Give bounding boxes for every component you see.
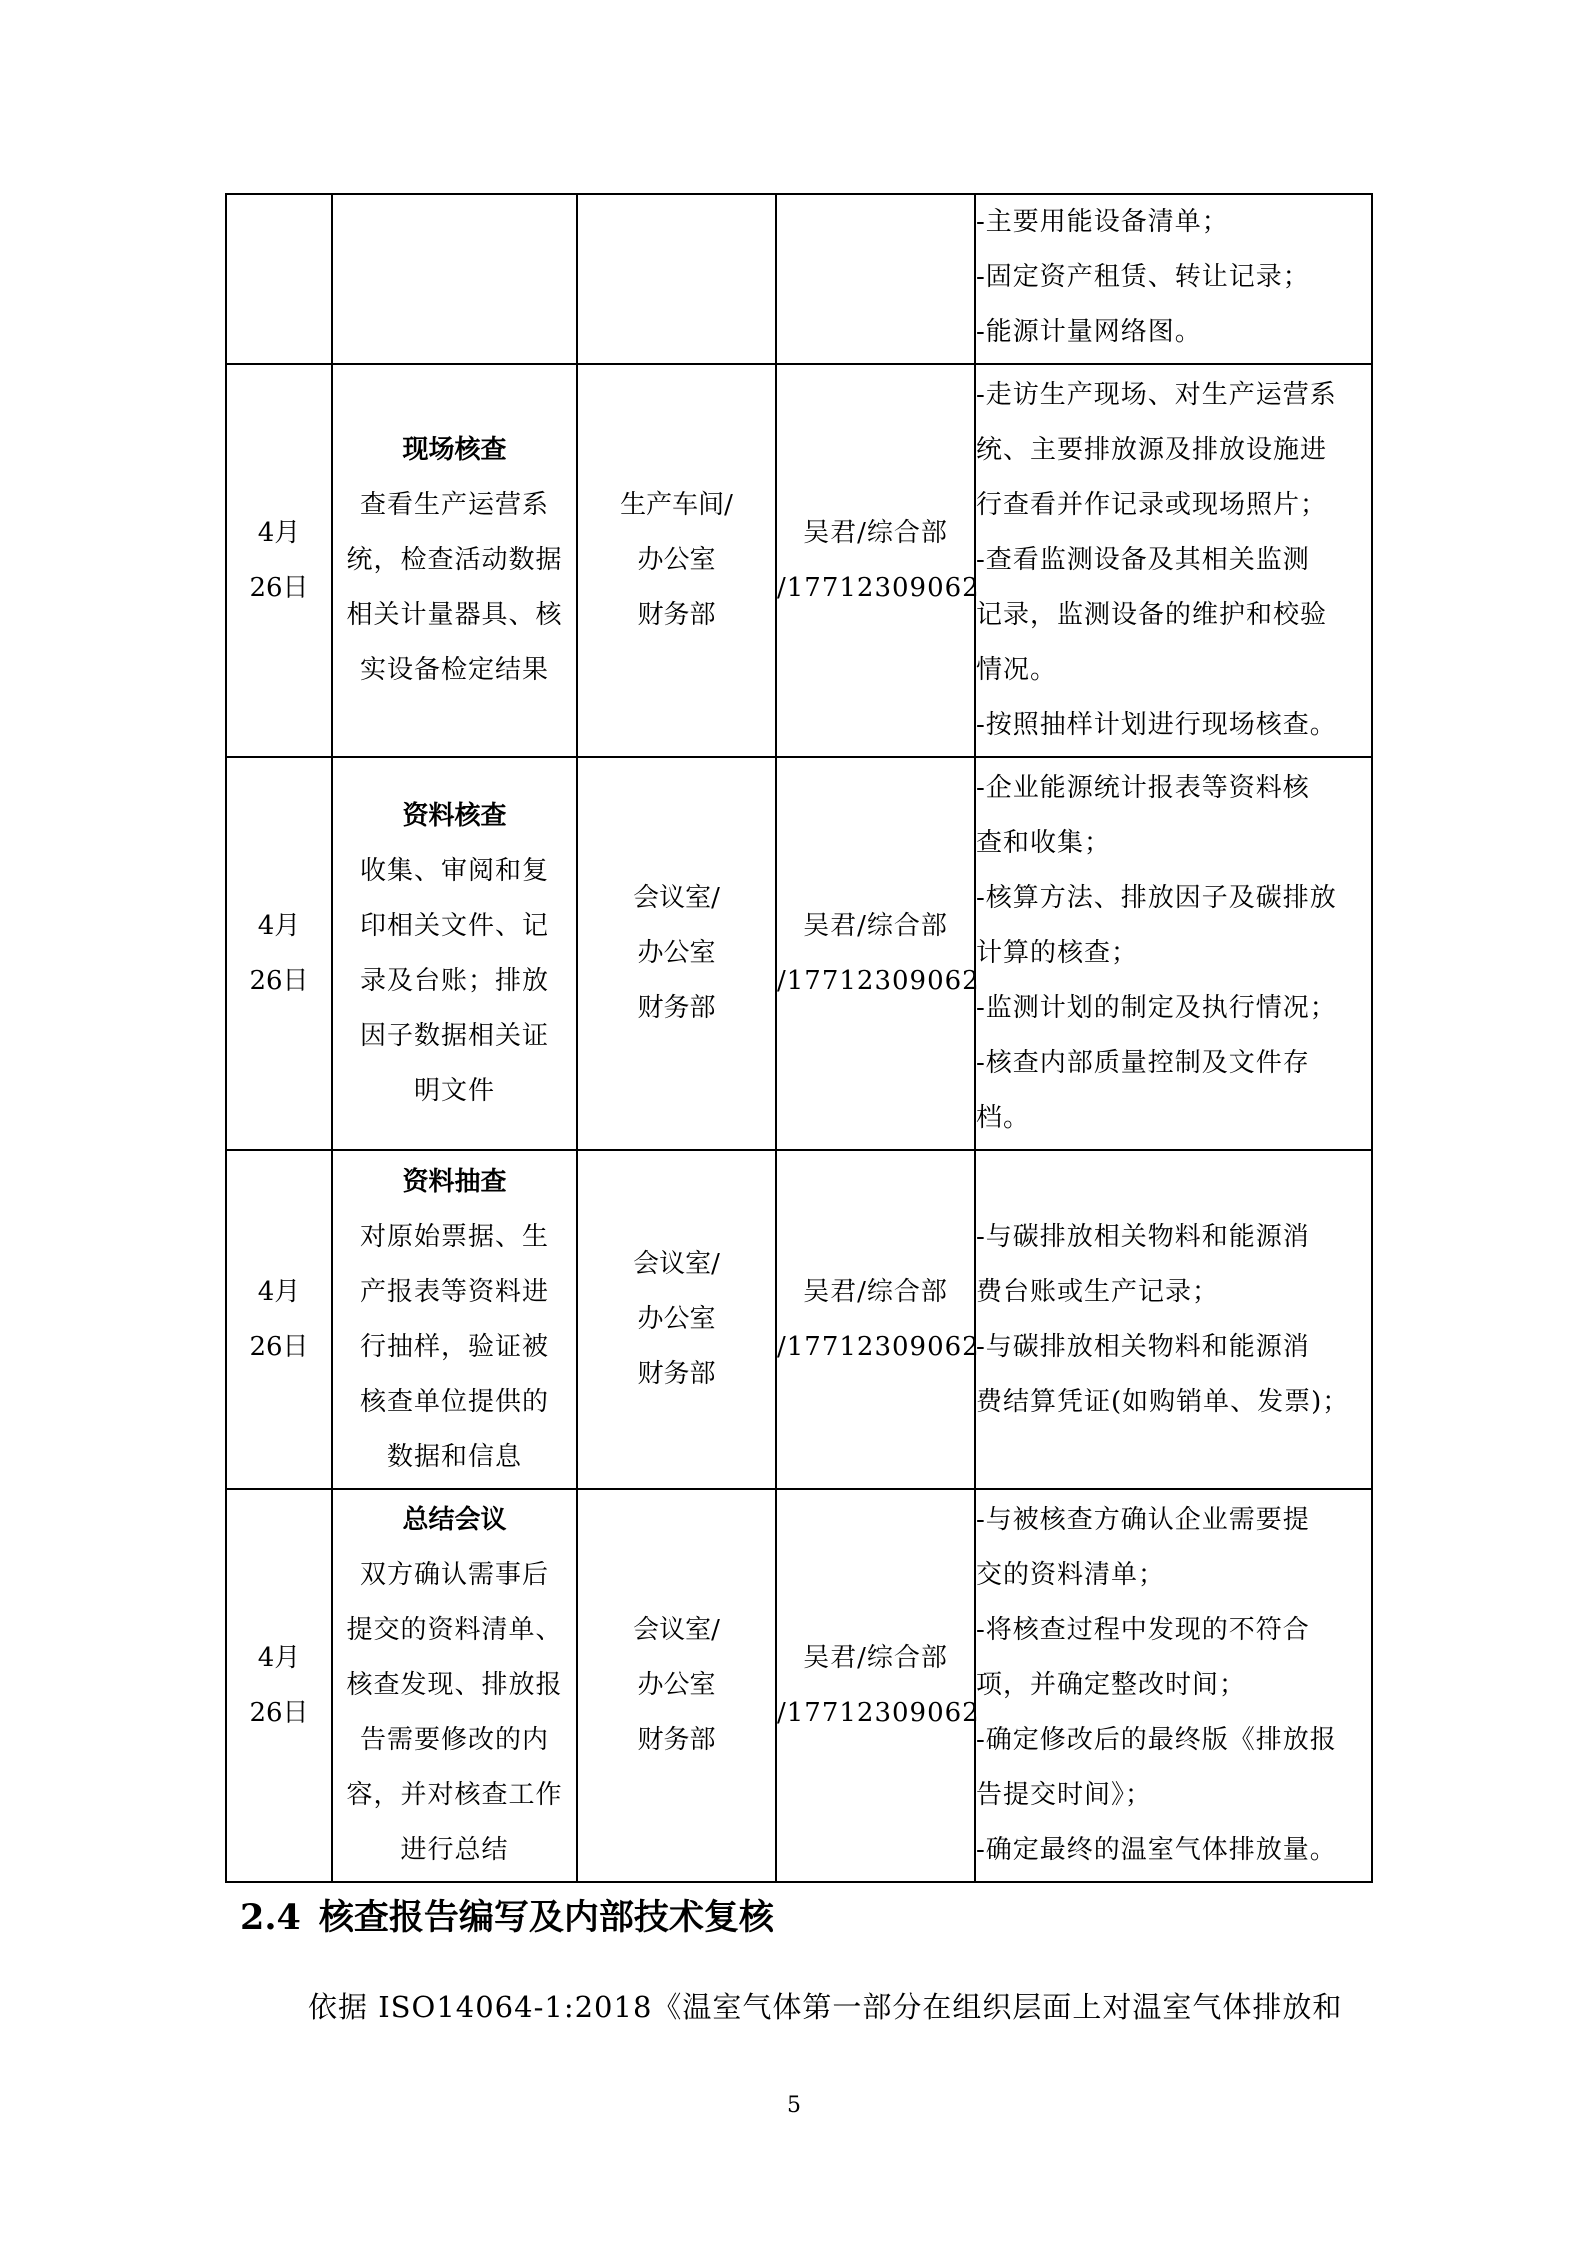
- contact-cell: [776, 194, 975, 364]
- task-title: 资料抽查: [402, 1166, 507, 1197]
- date-cell-line: 4月: [257, 910, 301, 941]
- date-cell: [226, 364, 332, 757]
- content-cell-line: -按照抽样计划进行现场核查。: [976, 710, 1337, 740]
- task-cell-line: 录及台账；排放: [359, 965, 549, 996]
- content-cell-line: -与碳排放相关物料和能源消: [976, 1221, 1310, 1252]
- content-cell-line: 查和收集；: [976, 828, 1112, 858]
- place-cell-line: 会议室/: [633, 883, 720, 913]
- contact-cell-line: 吴君/综合部: [803, 1276, 948, 1307]
- content-cell-line: -确定修改后的最终版《排放报: [976, 1725, 1337, 1755]
- task-cell-line: 印相关文件、记: [359, 910, 549, 941]
- table-row: [226, 364, 1372, 757]
- content-cell: [975, 364, 1372, 757]
- date-cell-line: 4月: [257, 517, 301, 548]
- content-cell: [975, 194, 1372, 364]
- task-cell-line: 提交的资料清单、: [346, 1615, 563, 1645]
- date-cell: [226, 757, 332, 1150]
- content-cell-line: 计算的核查；: [976, 938, 1139, 968]
- section-heading: [240, 1890, 774, 1940]
- content-cell-line: -确定最终的温室气体排放量。: [976, 1835, 1337, 1865]
- table-row: [226, 1489, 1372, 1882]
- task-cell: [332, 364, 577, 757]
- task-cell-line: 产报表等资料进: [359, 1276, 549, 1307]
- task-cell-line: 进行总结: [400, 1835, 509, 1865]
- content-cell-line: 交的资料清单；: [976, 1560, 1166, 1590]
- task-cell-line: 查看生产运营系: [359, 490, 549, 520]
- contact-cell-line: /17712309062: [777, 572, 980, 603]
- task-cell-line: 因子数据相关证: [359, 1020, 549, 1051]
- place-cell-line: 财务部: [637, 600, 716, 630]
- place-cell-line: 生产车间/: [620, 490, 733, 520]
- content-cell-line: -企业能源统计报表等资料核: [976, 773, 1310, 803]
- content-cell-line: -走访生产现场、对生产运营系: [976, 380, 1337, 410]
- content-cell-line: 记录，监测设备的维护和校验: [976, 600, 1328, 630]
- task-cell-line: 统，检查活动数据: [346, 545, 563, 575]
- content-cell-line: 档。: [976, 1103, 1031, 1133]
- task-cell-line: 行抽样，验证被: [359, 1331, 549, 1362]
- place-cell: [577, 1489, 776, 1882]
- content-cell-line: 费结算凭证(如购销单、发票)；: [976, 1386, 1350, 1417]
- contact-cell-line: 吴君/综合部: [803, 910, 948, 941]
- task-cell-line: 告需要修改的内: [359, 1725, 549, 1755]
- table-row: [226, 1150, 1372, 1489]
- place-cell-line: 财务部: [637, 1359, 716, 1389]
- task-cell: [332, 1150, 577, 1489]
- content-cell-line: -监测计划的制定及执行情况；: [976, 993, 1337, 1023]
- date-cell-line: 26日: [249, 1331, 309, 1362]
- page-number: 5: [787, 2093, 801, 2118]
- task-title: 总结会议: [402, 1505, 507, 1535]
- date-cell-line: 26日: [249, 965, 309, 996]
- task-cell-line: 数据和信息: [386, 1441, 522, 1472]
- content-cell-line: 行查看并作记录或现场照片；: [976, 490, 1328, 520]
- place-cell: [577, 757, 776, 1150]
- content-cell-line: 统、主要排放源及排放设施进: [976, 435, 1328, 465]
- contact-cell: [776, 757, 980, 1150]
- content-cell-line: 情况。: [976, 655, 1058, 685]
- table-body: [226, 194, 1372, 1882]
- content-cell-line: 费台账或生产记录；: [976, 1276, 1220, 1307]
- content-cell: [975, 757, 1372, 1150]
- section-number: 2.4: [240, 1897, 301, 1938]
- date-cell-line: 26日: [249, 1697, 309, 1728]
- place-cell-line: 会议室/: [633, 1249, 720, 1279]
- content-cell-line: -能源计量网络图。: [976, 317, 1202, 347]
- contact-cell-line: 吴君/综合部: [803, 1642, 948, 1673]
- date-cell: [226, 1150, 332, 1489]
- date-cell-line: 4月: [257, 1276, 301, 1307]
- date-cell-line: 4月: [257, 1642, 301, 1673]
- task-cell: [332, 1489, 577, 1882]
- place-cell-line: 办公室: [637, 1304, 716, 1334]
- task-title: 资料核查: [402, 800, 507, 831]
- content-cell: [975, 1489, 1372, 1882]
- place-cell-line: 办公室: [637, 1670, 716, 1700]
- date-cell: [226, 1489, 332, 1882]
- content-cell-line: -主要用能设备清单；: [976, 207, 1229, 237]
- table-row: [226, 757, 1372, 1150]
- contact-cell: [776, 364, 980, 757]
- place-cell-line: 财务部: [637, 993, 716, 1023]
- task-cell-line: 容，并对核查工作: [346, 1780, 563, 1810]
- contact-cell-line: /17712309062: [777, 1331, 980, 1362]
- task-cell-line: 实设备检定结果: [359, 655, 549, 685]
- place-cell: [577, 194, 776, 364]
- contact-cell-line: /17712309062: [777, 965, 980, 996]
- task-cell-line: 相关计量器具、核: [346, 600, 563, 630]
- table-row: [226, 194, 1372, 364]
- content-cell-line: 告提交时间》；: [976, 1780, 1153, 1810]
- place-cell-line: 财务部: [637, 1725, 716, 1755]
- task-cell: [332, 194, 577, 364]
- task-cell-line: 核查发现、排放报: [346, 1670, 563, 1700]
- place-cell-line: 办公室: [637, 938, 716, 968]
- task-title: 现场核查: [402, 435, 507, 465]
- section-title: 核查报告编写及内部技术复核: [318, 1898, 774, 1938]
- verification-schedule-table: [225, 193, 1373, 1883]
- task-cell-line: 双方确认需事后: [359, 1560, 549, 1590]
- place-cell: [577, 1150, 776, 1489]
- contact-cell: [776, 1150, 980, 1489]
- place-cell-line: 会议室/: [633, 1615, 720, 1645]
- content-cell: [975, 1150, 1372, 1489]
- content-cell-line: -与碳排放相关物料和能源消: [976, 1331, 1310, 1362]
- content-cell-line: -查看监测设备及其相关监测: [976, 545, 1310, 575]
- contact-cell-line: 吴君/综合部: [803, 517, 948, 548]
- task-cell-line: 收集、审阅和复: [359, 855, 549, 886]
- content-cell-line: -固定资产租赁、转让记录；: [976, 262, 1310, 292]
- task-cell-line: 明文件: [413, 1075, 495, 1106]
- task-cell: [332, 757, 577, 1150]
- contact-cell-line: /17712309062: [777, 1697, 980, 1728]
- date-cell: [226, 194, 332, 364]
- content-cell-line: -核算方法、排放因子及碳排放: [976, 883, 1337, 913]
- content-cell-line: 项，并确定整改时间；: [976, 1670, 1247, 1700]
- content-cell-line: -核查内部质量控制及文件存: [976, 1048, 1310, 1078]
- task-cell-line: 核查单位提供的: [359, 1386, 549, 1417]
- contact-cell: [776, 1489, 980, 1882]
- place-cell-line: 办公室: [637, 545, 716, 575]
- task-cell-line: 对原始票据、生: [359, 1221, 549, 1252]
- content-cell-line: -将核查过程中发现的不符合: [976, 1615, 1310, 1645]
- place-cell: [577, 364, 776, 757]
- body-paragraph: 依据 ISO14064-1:2018《温室气体第一部分在组织层面上对温室气体排放和: [308, 1990, 1343, 2024]
- content-cell-line: -与被核查方确认企业需要提: [976, 1505, 1310, 1535]
- date-cell-line: 26日: [249, 572, 309, 603]
